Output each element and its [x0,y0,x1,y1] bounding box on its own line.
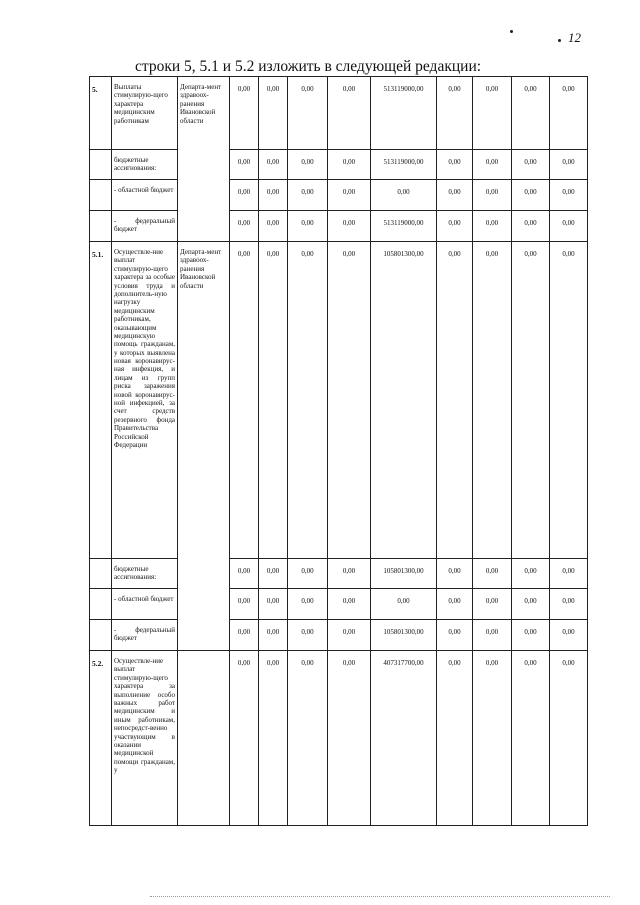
row-name: - федеральный бюджет [112,211,178,242]
value-cell: 0,00 [288,620,328,651]
value-cell: 0,00 [230,651,259,826]
value-cell: 0,00 [512,651,550,826]
value-cell: 0,00 [437,180,473,211]
value-cell: 0,00 [550,150,588,180]
value-cell: 0,00 [437,559,473,589]
value-cell: 0,00 [550,559,588,589]
value-cell: 0,00 [328,651,371,826]
value-cell: 0,00 [473,242,512,559]
row-executor: Департа-мент здравоох-ранения Ивановской области [178,242,230,651]
value-cell: 105801300,00 [371,620,437,651]
value-cell: 0,00 [230,211,259,242]
page-number: 12 [568,30,581,45]
value-cell: 0,00 [328,242,371,559]
value-cell: 0,00 [437,150,473,180]
value-cell: 105801300,00 [371,559,437,589]
value-cell: 0,00 [259,77,288,150]
value-cell: 0,00 [473,211,512,242]
value-cell: 0,00 [288,242,328,559]
value-cell: 0,00 [550,180,588,211]
value-cell: 513119000,00 [371,77,437,150]
scan-mark [510,30,513,33]
value-cell: 0,00 [437,651,473,826]
value-cell: 0,00 [259,620,288,651]
value-cell: 0,00 [230,180,259,211]
value-cell: 0,00 [512,150,550,180]
row-number: 5.2. [90,651,112,826]
row-number [90,559,112,589]
value-cell: 0,00 [437,620,473,651]
value-cell: 0,00 [512,211,550,242]
value-cell: 0,00 [371,589,437,620]
value-cell: 0,00 [437,589,473,620]
table-row [90,651,588,826]
value-cell: 0,00 [288,589,328,620]
row-name: Осуществле-ние выплат стимулирую-щего характера за выполнение особо важных работ медицинским и иным работникам, непосредст-венно участвующим в оказании медицинской помощи гражданам, у [112,651,178,826]
table-row [90,211,588,242]
value-cell: 0,00 [259,559,288,589]
value-cell: 513119000,00 [371,211,437,242]
row-number: 5. [90,77,112,150]
value-cell: 0,00 [288,77,328,150]
value-cell: 0,00 [550,77,588,150]
value-cell: 0,00 [437,77,473,150]
row-name: Выплаты стимулирую-щего характера медицинским работникам [112,77,178,150]
value-cell: 0,00 [230,242,259,559]
value-cell: 0,00 [328,589,371,620]
table-row [90,77,588,150]
value-cell: 0,00 [288,150,328,180]
scan-artifact-line [150,896,610,897]
row-number [90,150,112,180]
table-row [90,242,588,559]
value-cell: 0,00 [550,651,588,826]
value-cell: 0,00 [512,242,550,559]
value-cell: 0,00 [371,180,437,211]
value-cell: 0,00 [259,150,288,180]
value-cell: 0,00 [437,211,473,242]
value-cell: 0,00 [288,559,328,589]
value-cell: 0,00 [230,150,259,180]
value-cell: 0,00 [230,77,259,150]
value-cell: 0,00 [473,180,512,211]
value-cell: 0,00 [473,559,512,589]
value-cell: 0,00 [550,589,588,620]
row-number [90,211,112,242]
value-cell: 0,00 [328,77,371,150]
value-cell: 0,00 [288,180,328,211]
value-cell: 0,00 [512,589,550,620]
row-executor [178,651,230,826]
table-row [90,620,588,651]
row-name: бюджетные ассигнования: [112,150,178,180]
value-cell: 0,00 [473,77,512,150]
value-cell: 0,00 [259,651,288,826]
row-executor: Департа-мент здравоох-ранения Ивановской области [178,77,230,242]
value-cell: 0,00 [328,211,371,242]
row-number: 5.1. [90,242,112,559]
row-number [90,180,112,211]
budget-table [89,76,588,826]
value-cell: 0,00 [550,242,588,559]
row-name: - областной бюджет [112,180,178,211]
value-cell: 513119000,00 [371,150,437,180]
value-cell: 0,00 [230,559,259,589]
value-cell: 0,00 [512,77,550,150]
value-cell: 0,00 [288,211,328,242]
value-cell: 0,00 [512,559,550,589]
value-cell: 0,00 [512,620,550,651]
value-cell: 0,00 [230,589,259,620]
value-cell: 0,00 [473,150,512,180]
value-cell: 0,00 [259,211,288,242]
value-cell: 0,00 [473,620,512,651]
value-cell: 0,00 [259,589,288,620]
table-row [90,589,588,620]
value-cell: 407317700,00 [371,651,437,826]
row-name: Осуществле-ние выплат стимулирую-щего характера за особые условия труда и дополнитель-ную нагрузку медицинским работникам, оказывающим медицинскую помощь гражданам, у которых выявлена новая коронавирус-ная инфекция, и лицам из групп риска заражения новой коронавирус-ной инфекцией, за счет средств резервного фонда Правительства Российской Федерации [112,242,178,559]
row-name: - федеральный бюджет [112,620,178,651]
value-cell: 105801300,00 [371,242,437,559]
row-name: - областной бюджет [112,589,178,620]
table-row [90,150,588,180]
row-number [90,589,112,620]
value-cell: 0,00 [288,651,328,826]
value-cell: 0,00 [328,620,371,651]
value-cell: 0,00 [512,180,550,211]
value-cell: 0,00 [328,559,371,589]
value-cell: 0,00 [473,589,512,620]
value-cell: 0,00 [230,620,259,651]
value-cell: 0,00 [550,211,588,242]
value-cell: 0,00 [259,242,288,559]
table-row [90,559,588,589]
value-cell: 0,00 [473,651,512,826]
table-row [90,180,588,211]
value-cell: 0,00 [328,150,371,180]
value-cell: 0,00 [437,242,473,559]
row-name: бюджетные ассигнования: [112,559,178,589]
row-number [90,620,112,651]
value-cell: 0,00 [259,180,288,211]
value-cell: 0,00 [328,180,371,211]
scan-mark [558,39,561,42]
value-cell: 0,00 [550,620,588,651]
page-heading: строки 5, 5.1 и 5.2 изложить в следующей редакции: [135,58,482,75]
